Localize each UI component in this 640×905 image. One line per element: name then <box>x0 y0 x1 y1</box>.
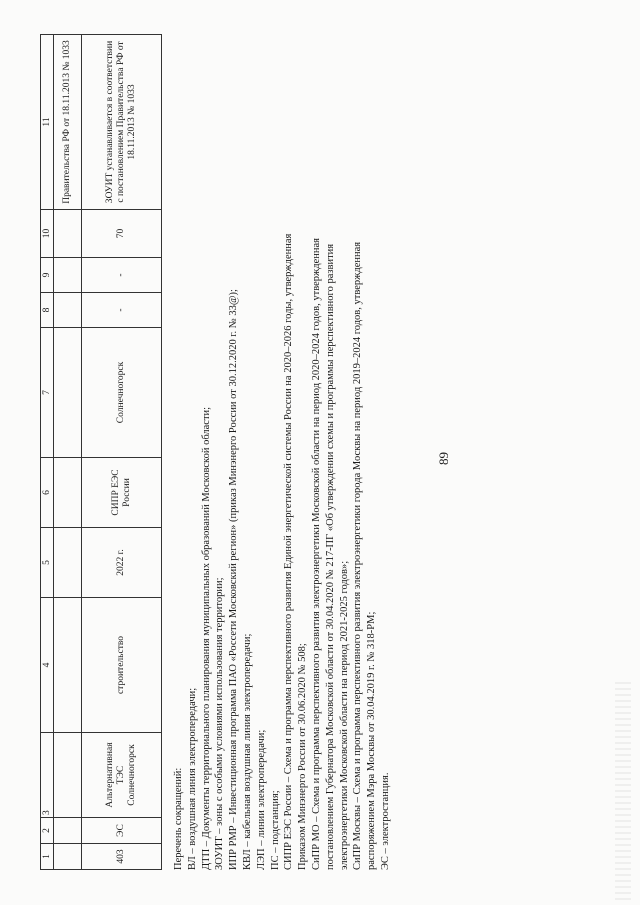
abbreviation-item: СиПР Москвы – Схема и программа перспективного развития электроэнергетики города Москвы на период 2019–2024 годов, утвержденная <box>352 241 364 870</box>
abbreviation-item: КВЛ – кабельная воздушная линия электропередачи; <box>241 633 253 870</box>
abbreviation-item: распоряжением Мэра Москвы от 30.04.2019 г. № 318-РМ; <box>366 611 378 870</box>
table-cell <box>54 733 82 818</box>
abbreviation-item: ДТП – Документы территориального планирования муниципальных образований Московской области; <box>200 406 212 870</box>
location: Солнечногорск <box>82 328 162 458</box>
abbreviation-item: ЗОУИТ – зоны с особыми условиями использования территории; <box>214 577 226 870</box>
table-cell <box>54 818 82 844</box>
header-cell: 3 <box>41 733 54 818</box>
table-row-continuation <box>54 35 82 870</box>
abbreviation-item: ИПР РМР – Инвестиционная программа ПАО «Россети Московский регион» (приказ Минэнерго России от 30.12.2020 г. № 33@); <box>228 289 240 870</box>
header-cell: 9 <box>41 258 54 293</box>
object-type: ЭС <box>82 818 162 844</box>
abbreviation-item: Приказом Минэнерго России от 30.06.2020 № 508; <box>297 643 309 870</box>
abbreviation-item: ЛЭП – линии электропередачи; <box>255 729 267 870</box>
abbreviation-item: СИПР ЕЭС России – Схема и программа перспективного развития Единой энергетической системы России на 2020–2026 годы, утвержденная <box>283 233 295 870</box>
table-row <box>82 35 162 870</box>
header-cell: 2 <box>41 818 54 844</box>
abbreviation-item: СиПР МО – Схема и программа перспективного развития электроэнергетики Московской области на период 2020–2024 годов, утвержденная <box>310 238 322 870</box>
header-cell: 1 <box>41 844 54 870</box>
table-cell <box>54 458 82 528</box>
column-9-value: - <box>82 258 162 293</box>
header-cell: 7 <box>41 328 54 458</box>
table-cell <box>54 210 82 258</box>
table-cell <box>54 528 82 598</box>
object-name: Альтернативная ТЭС Солнечногорск <box>82 733 162 818</box>
table-header-row <box>41 35 54 870</box>
abbreviations-list <box>172 30 393 870</box>
table-cell <box>54 328 82 458</box>
abbreviation-item: ВЛ – воздушная линия электропередачи; <box>186 687 198 870</box>
zouit-note: ЗОУИТ устанавливается в соответствии с постановлением Правительства РФ от 18.11.2013 № 1033 <box>82 35 162 210</box>
header-cell: 5 <box>41 528 54 598</box>
abbreviation-item: ПС – подстанция; <box>269 790 281 870</box>
header-cell: 8 <box>41 293 54 328</box>
header-cell: 11 <box>41 35 54 210</box>
abbreviation-item: ЭС – электростанция. <box>379 772 391 870</box>
source-document: СИПР ЕЭС России <box>82 458 162 528</box>
abbreviation-item: электроэнергетики Московской области на период 2021-2025 годов»; <box>338 560 350 870</box>
work-type: строительство <box>82 598 162 733</box>
year: 2022 г. <box>82 528 162 598</box>
registry-table <box>40 34 162 870</box>
abbreviation-item: постановлением Губернатора Московской области от 30.04.2020 № 217-ПГ «Об утверждении схемы и программы перспективного развития <box>324 243 336 870</box>
table-cell <box>54 598 82 733</box>
header-cell: 6 <box>41 458 54 528</box>
row-number: 403 <box>82 844 162 870</box>
table-cell <box>54 293 82 328</box>
scan-edge-artifact <box>615 680 631 900</box>
page-number: 89 <box>436 452 451 465</box>
column-8-value: - <box>82 293 162 328</box>
continuation-note: Правительства РФ от 18.11.2013 № 1033 <box>54 35 82 210</box>
column-10-value: 70 <box>82 210 162 258</box>
header-cell: 4 <box>41 598 54 733</box>
abbreviations-title: Перечень сокращений: <box>173 767 184 870</box>
header-cell: 10 <box>41 210 54 258</box>
table-cell <box>54 258 82 293</box>
table-cell <box>54 844 82 870</box>
